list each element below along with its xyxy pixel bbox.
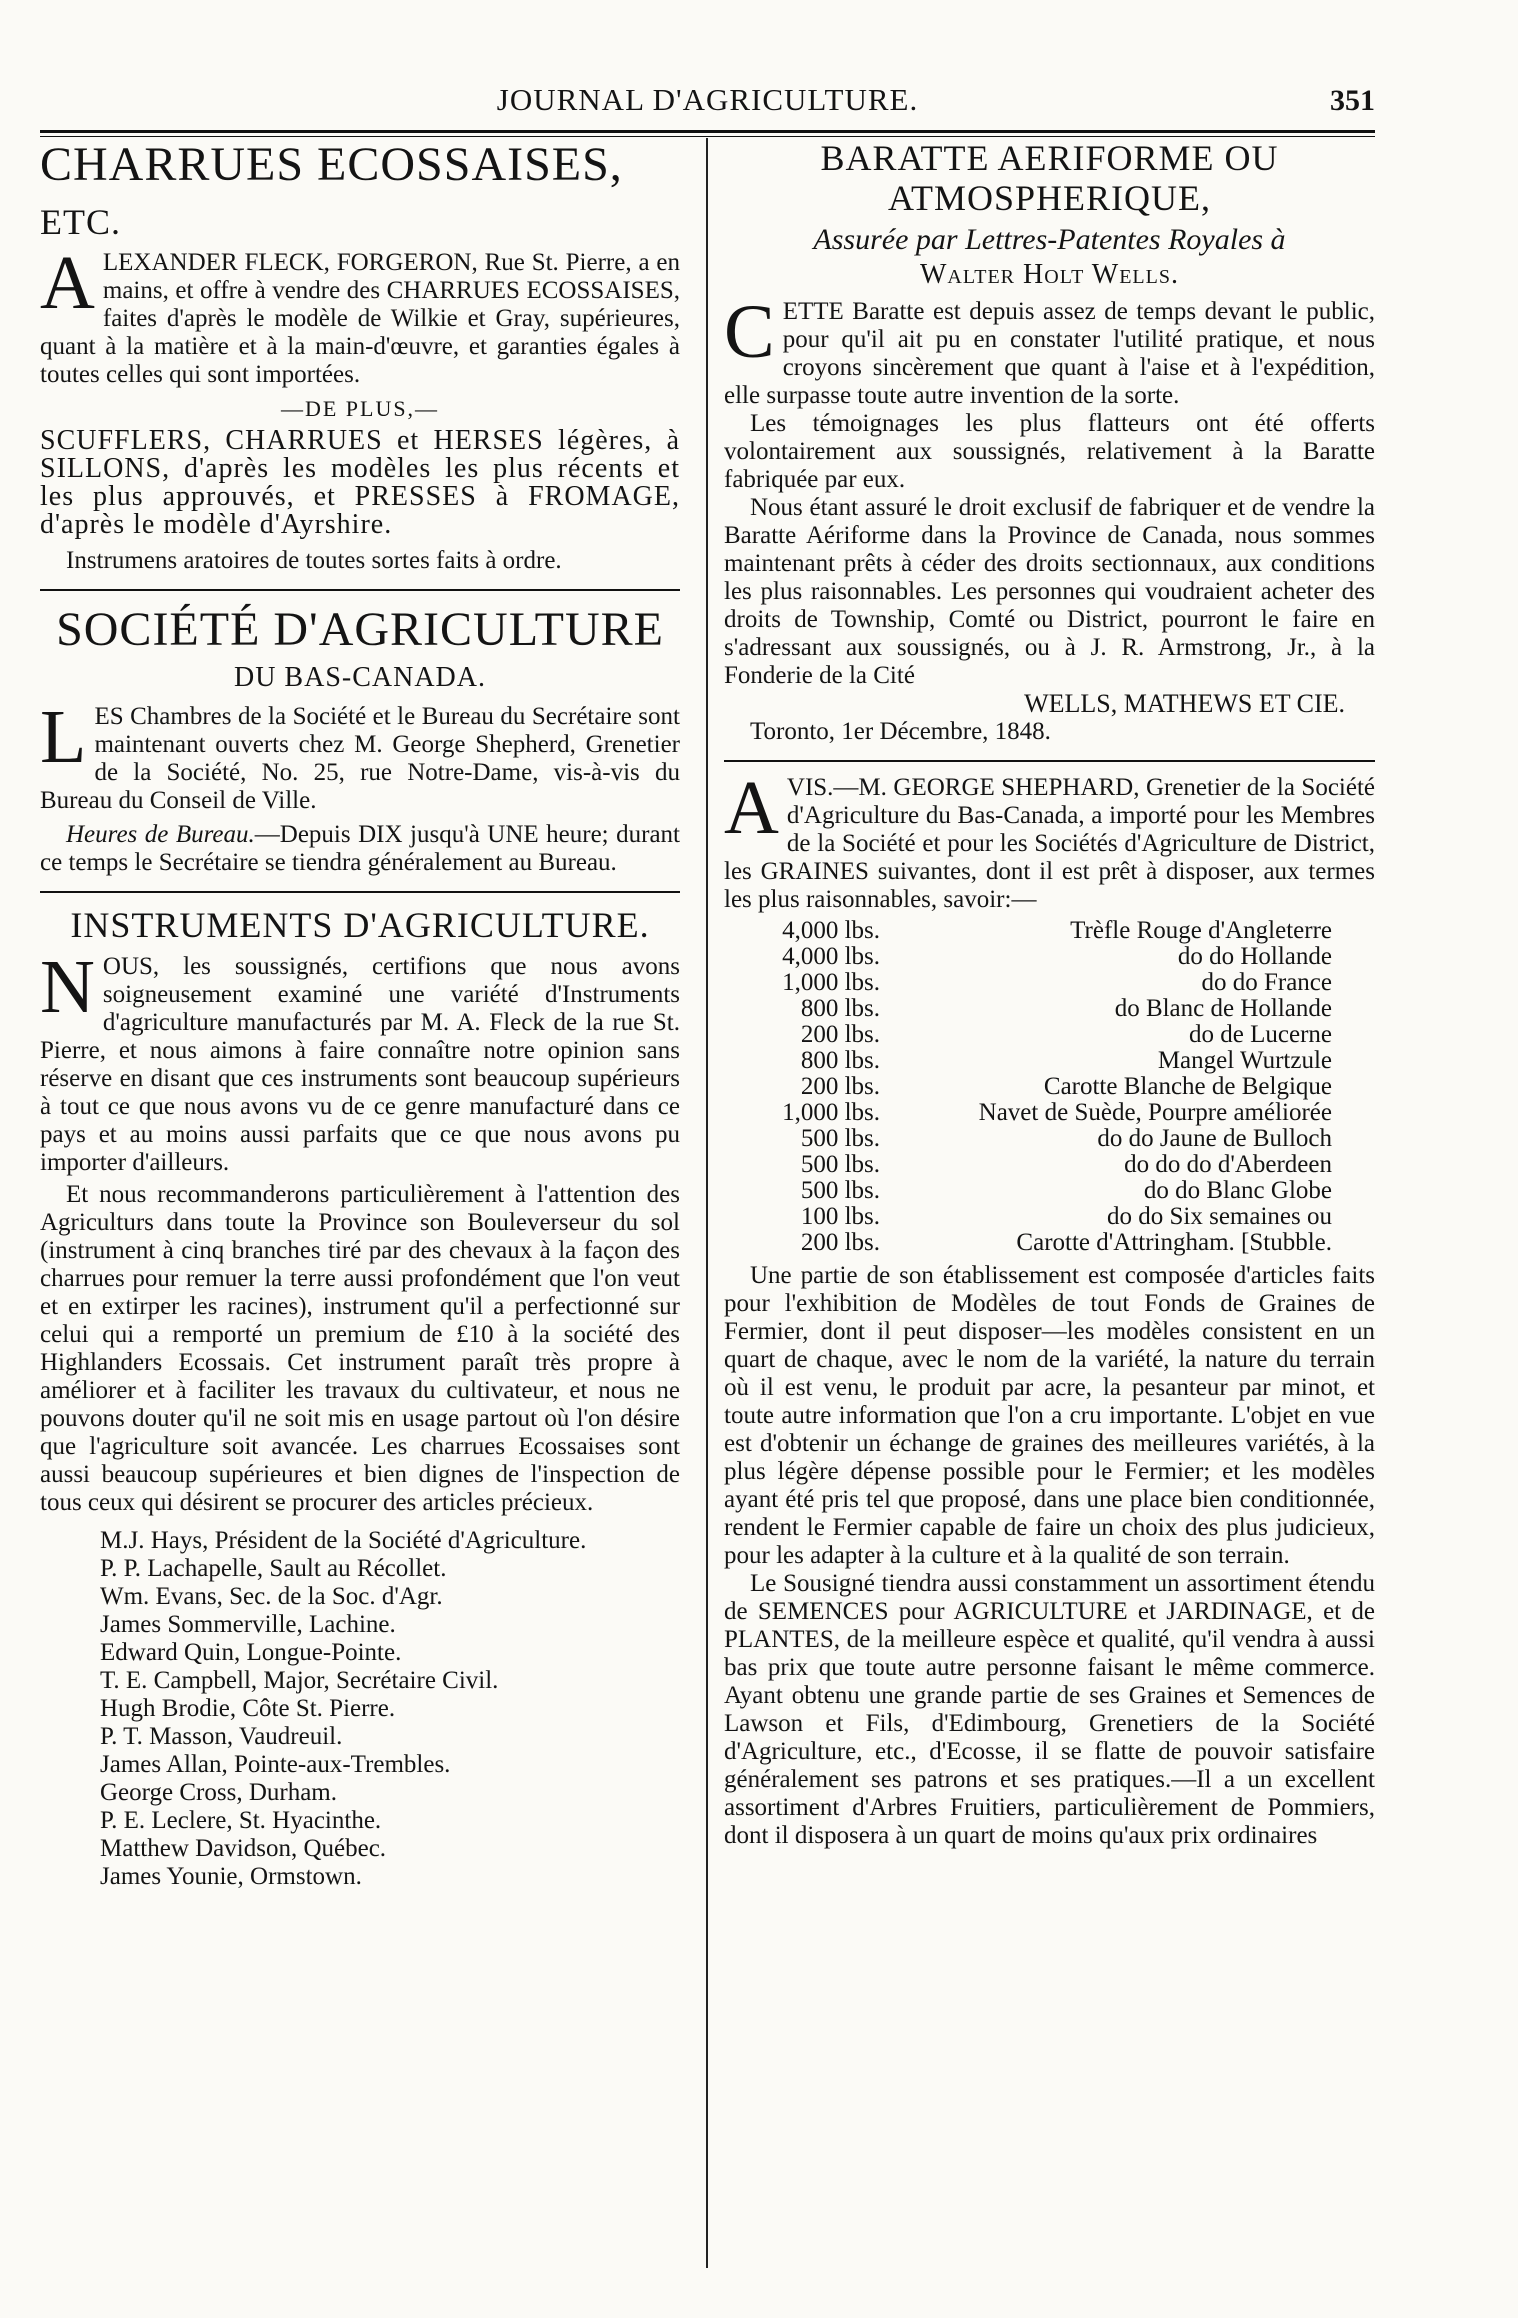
charrues-title (40, 138, 680, 249)
signer: P. T. Masson, Vaudreuil. (100, 1723, 343, 1750)
charrues-para1 (40, 241, 680, 389)
seed-description: do do France (1201, 969, 1332, 996)
seed-quantity: 200 lbs. (800, 1229, 880, 1256)
signer: Wm. Evans, Sec. de la Soc. d'Agr. (100, 1583, 443, 1610)
societe-subtitle: DU BAS-CANADA. (233, 662, 486, 693)
hours-text: —Depuis DIX jusqu'à UNE heure; durant ce temps le Secrétaire se tiendra généralement au Bureau. (40, 821, 680, 876)
two-column-body (40, 138, 1375, 2268)
seed-quantity: 500 lbs. (800, 1151, 880, 1178)
seed-description: Carotte Blanche de Belgique (1043, 1073, 1332, 1100)
seed-row (754, 1048, 1338, 1074)
seed-row (754, 1126, 1338, 1152)
signer: T. E. Campbell, Major, Secrétaire Civil. (100, 1667, 499, 1694)
baratte-title: BARATTE AERIFORME OU ATMOSPHERIQUE, (820, 138, 1279, 218)
societe-title: SOCIÉTÉ D'AGRICULTURE (56, 603, 664, 656)
signer: P. E. Leclere, St. Hyacinthe. (100, 1807, 382, 1834)
seed-quantity: 200 lbs. (800, 1021, 880, 1048)
charrues-para3: Instrumens aratoires de toutes sortes faits à ordre. (66, 547, 562, 574)
seed-row (754, 970, 1338, 996)
instruments-para2: Et nous recommanderons particulièrement à l'attention des Agriculturs dans toute la Province son Bouleverseur du sol (instrument à cinq branches tiré par des chevaux à la façon des charrues pour remuer la terre aussi profondément que l'on veut et en extirper les racines), instrument qu'il a perfectionné sur celui qui a remporté un premium de £10 à la société des Highlanders Ecossais. Cet instrument paraît très propre à améliorer et à faciliter les travaux du cultivateur, et nous ne pouvons douter qu'il ne soit mis en usage partout où l'on désire que l'agriculture soit avancée. Les charrues Ecossaises sont aussi beaucoup supérieures et bien dignes de l'inspection de tous ceux qui désirent se procurer des articles précieux. (40, 1181, 680, 1516)
dropcap: A (724, 766, 779, 850)
signer: M.J. Hays, Président de la Société d'Agriculture. (100, 1527, 587, 1554)
de-plus-line: —DE PLUS,— (280, 396, 440, 421)
signer: James Sommerville, Lachine. (100, 1611, 396, 1638)
avis-para1 (724, 766, 1375, 914)
signer: James Allan, Pointe-aux-Trembles. (100, 1751, 451, 1778)
baratte-para1-text: ETTE Baratte est depuis assez de temps devant le public, pour qu'il ait pu en constater l'utilité pratique, et nous croyons sincèrement que quant à l'aise et à l'expédition, elle surpasse toute autre invention de la sorte. (724, 298, 1375, 409)
seed-description: do do Six semaines ou (1107, 1203, 1332, 1230)
section-rule (40, 589, 680, 591)
seed-description: Navet de Suède, Pourpre améliorée (978, 1099, 1332, 1126)
signer: P. P. Lachapelle, Sault au Récollet. (100, 1555, 447, 1582)
running-title: JOURNAL D'AGRICULTURE. (496, 82, 919, 117)
avis-para2: Une partie de son établissement est composée d'articles faits pour l'exhibition de Modèles de tout Fonds de Graines de Fermier, dont il peut disposer—les modèles consistent en un quart de chaque, avec le nom de la variété, la nature du terrain où il est venu, le produit par acre, la pesanteur par minot, et toute autre information que l'on a cru importante. L'objet en vue est d'obtenir un échange de graines des meilleures variétés, à la plus légère dépense possible pour le Fermier; et les modèles ayant été pris tel que proposé, dans une place bien conditionnée, rendent le Fermier capable de faire un choix des plus judicieux, pour les adapter à la culture et à la qualité de son terrain. (724, 1262, 1375, 1569)
baratte-firm: WELLS, MATHEWS ET CIE. (1024, 689, 1345, 718)
seed-quantity: 500 lbs. (800, 1177, 880, 1204)
charrues-advert (40, 138, 680, 575)
seed-row (754, 996, 1338, 1022)
seed-row (754, 1074, 1338, 1100)
seed-row (754, 1022, 1338, 1048)
column-divider (706, 138, 708, 2268)
seed-description: do do Hollande (1177, 943, 1332, 970)
seed-row (754, 918, 1338, 944)
seed-quantity: 800 lbs. (800, 995, 880, 1022)
seed-row (754, 1178, 1338, 1204)
section-rule (724, 760, 1375, 762)
signer: Hugh Brodie, Côte St. Pierre. (100, 1695, 396, 1722)
journal-page (40, 82, 1375, 2282)
dropcap: C (724, 290, 775, 374)
seed-description: Mangel Wurtzule (1157, 1047, 1332, 1074)
seed-quantity: 1,000 lbs. (782, 969, 880, 996)
section-rule (40, 891, 680, 893)
right-column (724, 138, 1375, 1850)
seed-quantity: 4,000 lbs. (782, 943, 880, 970)
avis-para3: Le Sousigné tiendra aussi constamment un assortiment étendu de SEMENCES pour AGRICULTURE et JARDINAGE, et de PLANTES, de la meilleure espèce et qualité, qu'il vendra à aussi bas prix que toute autre personne faisant le même commerce. Ayant obtenu une grande partie de ses Graines et Semences de Lawson et Fils, d'Edimbourg, Grenetiers de la Société d'Agriculture, etc., d'Ecosse, il se flatte de pouvoir satisfaire généralement ses patrons et ses pratiques.—Il a un excellent assortiment d'Arbres Fruitiers, particulièrement de Pommiers, dont il disposera à un quart de moins qu'aux prix ordinaires (724, 1570, 1375, 1849)
seed-row (754, 1100, 1338, 1126)
left-column (40, 138, 680, 1891)
seed-row (754, 1152, 1338, 1178)
signer: George Cross, Durham. (100, 1779, 337, 1806)
signers-list (40, 1527, 680, 1891)
seed-quantity: 800 lbs. (800, 1047, 880, 1074)
societe-para1-text: ES Chambres de la Société et le Bureau du Secrétaire sont maintenant ouverts chez M. George Shepherd, Grenetier de la Société, No. 25, rue Notre-Dame, vis-à-vis du Bureau du Conseil de Ville. (40, 703, 680, 814)
avis-advert (724, 766, 1375, 1850)
seed-row (754, 944, 1338, 970)
hours-label: Heures de Bureau. (66, 821, 255, 848)
charrues-title-suffix: ETC. (40, 202, 121, 242)
seed-quantity: 200 lbs. (800, 1073, 880, 1100)
seed-quantity: 100 lbs. (800, 1203, 880, 1230)
avis-para1-text: VIS.—M. GEORGE SHEPHARD, Grenetier de la Société d'Agriculture du Bas-Canada, a importé pour les Membres de la Société et pour les Sociétés d'Agriculture de District, les GRAINES suivantes, dont il est prêt à disposer, aux termes les plus raisonnables, savoir:— (724, 774, 1375, 913)
signer: Edward Quin, Longue-Pointe. (100, 1639, 402, 1666)
baratte-dateline: Toronto, 1er Décembre, 1848. (750, 718, 1051, 745)
societe-hours (40, 821, 680, 877)
header-rule (40, 130, 1375, 137)
dropcap: N (40, 945, 95, 1029)
instruments-para1 (40, 945, 680, 1177)
seed-description: do de Lucerne (1189, 1021, 1332, 1048)
seed-description: do Blanc de Hollande (1114, 995, 1332, 1022)
instruments-advert (40, 905, 680, 1891)
seed-quantity: 500 lbs. (800, 1125, 880, 1152)
baratte-advert (724, 138, 1375, 746)
signer: Matthew Davidson, Québec. (100, 1835, 387, 1862)
dropcap: A (40, 241, 95, 325)
dropcap: L (40, 695, 87, 779)
seed-description: Trèfle Rouge d'Angleterre (1070, 917, 1332, 944)
baratte-para1 (724, 290, 1375, 410)
seed-list-body (754, 918, 1338, 1256)
societe-advert (40, 603, 680, 877)
seed-description: Carotte d'Attringham. [Stubble. (1016, 1229, 1332, 1256)
charrues-title-text: CHARRUES ECOSSAISES, (40, 138, 623, 191)
seed-list (754, 918, 1338, 1256)
running-header (40, 82, 1375, 126)
baratte-subtitle: Assurée par Lettres-Patentes Royales à (813, 223, 1286, 256)
seed-description: do do Blanc Globe (1143, 1177, 1332, 1204)
seed-description: do do Jaune de Bulloch (1097, 1125, 1332, 1152)
seed-quantity: 1,000 lbs. (782, 1099, 880, 1126)
signer: James Younie, Ormstown. (100, 1863, 362, 1890)
page-number: 351 (1330, 84, 1375, 117)
seed-quantity: 4,000 lbs. (782, 917, 880, 944)
seed-description: do do do d'Aberdeen (1124, 1151, 1332, 1178)
societe-para1 (40, 695, 680, 815)
instruments-title: INSTRUMENTS D'AGRICULTURE. (70, 905, 650, 945)
baratte-para3: Nous étant assuré le droit exclusif de fabriquer et de vendre la Baratte Aériforme dans la Province de Canada, nous sommes maintenant prêts à céder des droits sectionnaux, aux conditions les plus raisonnables. Les personnes qui voudraient acheter des droits de Township, Comté ou District, pourront le faire en s'adressant aux soussignés, ou à J. R. Armstrong, Jr., à la Fonderie de la Cité (724, 494, 1375, 689)
instruments-para1-text: OUS, les soussignés, certifions que nous avons soigneusement examiné une variété d'Instruments d'agriculture manufacturés par M. A. Fleck de la rue St. Pierre, et nous aimons à faire connaître notre opinion sans réserve en disant que ces instruments sont beaucoup supérieurs à tout ce que nous avons vu de ce genre manufacturé dans ce pays et au moins aussi parfaits que ce que nous avons pu importer d'ailleurs. (40, 953, 680, 1176)
baratte-para2: Les témoignages les plus flatteurs ont été offerts volontairement aux soussignés, relativement à la Baratte fabriquée par eux. (724, 410, 1375, 493)
charrues-para2: SCUFFLERS, CHARRUES et HERSES légères, à SILLONS, d'après les modèles les plus récents et les plus approuvés, et PRESSES à FROMAGE, d'après le modèle d'Ayrshire. (40, 425, 680, 540)
seed-row (754, 1230, 1338, 1256)
seed-row (754, 1204, 1338, 1230)
charrues-para1-text: LEXANDER FLECK, FORGERON, Rue St. Pierre, a en mains, et offre à vendre des CHARRUES ECOSSAISES, faites d'après le modèle de Wilkie et Gray, supérieures, quant à la matière et à la main-d'œuvre, et garanties égales à toutes celles qui sont importées. (40, 249, 680, 388)
baratte-patentee: Walter Holt Wells. (920, 259, 1179, 290)
